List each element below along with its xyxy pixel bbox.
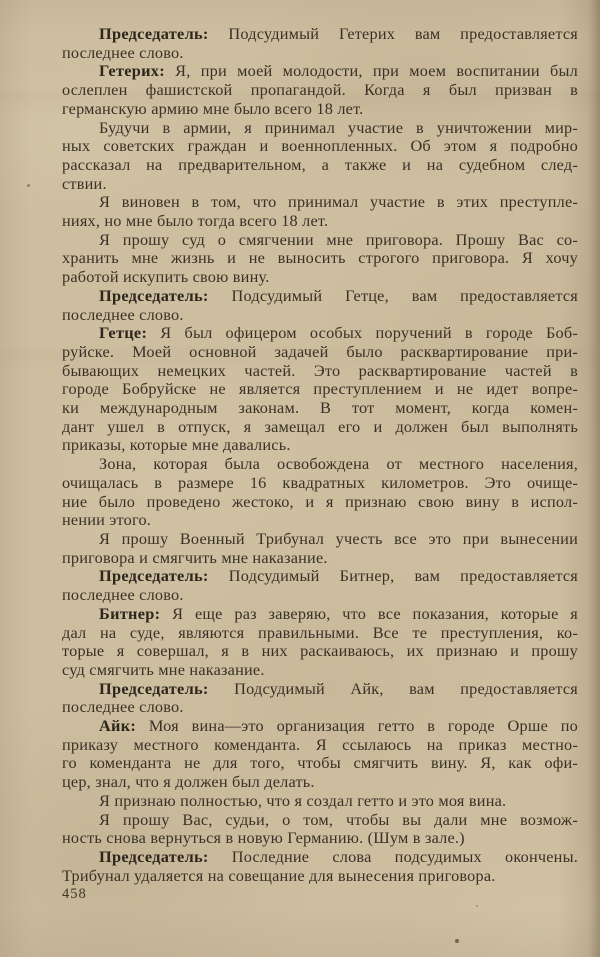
text-line: Зона, которая была освобождена от местного населения, <box>99 454 578 474</box>
paragraph <box>62 119 578 194</box>
speaker-label: Председатель: <box>99 566 209 586</box>
text-line: го коменданта не для того, чтобы смягчить вину. Я, как офи- <box>62 753 578 773</box>
text-line: Председатель: Подсудимый Айк, вам предоставляется <box>99 678 578 698</box>
text-line: дал на суде, являются правильными. Все те преступления, ко- <box>62 622 578 642</box>
paragraph <box>62 567 578 604</box>
text-line: ние было проведено жестоко, и я признаю свою вину в испол- <box>62 491 578 511</box>
text-line: ность снова вернуться в новую Германию. (Шум в зале.) <box>62 828 465 848</box>
text-line: ки международным законам. В тот момент, когда комен- <box>62 398 578 418</box>
text-line: Я прошу Военный Трибунал учесть все это при вынесении <box>99 528 578 548</box>
text-line: приказу местного коменданта. Я ссылаюсь на приказ местно- <box>62 734 578 754</box>
paragraph <box>62 605 578 680</box>
text-line: рассказал на предварительном, а также и на судебном след- <box>62 154 578 174</box>
speaker-label: Гетерих: <box>99 61 165 81</box>
text-line: ослеплен фашистской пропагандой. Когда я был призван в <box>62 80 578 100</box>
text-line: последнее слово. <box>62 42 184 62</box>
paragraph <box>62 530 578 567</box>
paper-speck <box>455 939 459 943</box>
paragraph <box>62 231 578 287</box>
paragraph <box>62 193 578 230</box>
page-number: 458 <box>62 886 87 902</box>
text-line: ных советских граждан и военнопленных. Об этом я подробно <box>62 136 578 156</box>
text-line: Гетце: Я был офицером особых поручений в городе Боб- <box>99 323 578 343</box>
text-line: Я прошу суд о смягчении мне приговора. Прошу Вас со- <box>99 229 578 249</box>
text-block <box>62 25 578 885</box>
paragraph <box>62 717 578 792</box>
text-line: Председатель: Подсудимый Гетце, вам предоставляется <box>99 285 578 305</box>
speaker-label: Председатель: <box>99 846 209 866</box>
text-line: Я прошу Вас, судьи, о том, чтобы вы дали мне возмож- <box>99 809 578 829</box>
text-line: Я виновен в том, что принимал участие в этих преступле- <box>99 192 578 212</box>
text-line: ствии. <box>62 173 107 193</box>
paragraph <box>62 455 578 530</box>
text-line: Битнер: Я еще раз заверяю, что все показания, которые я <box>99 603 578 623</box>
paragraph <box>62 287 578 324</box>
text-line: очищалась в размере 16 квадратных километров. Это очище- <box>62 472 578 492</box>
paragraph <box>62 25 578 62</box>
text-line: Айк: Моя вина—это организация гетто в городе Орше по <box>99 716 578 736</box>
paragraph <box>62 680 578 717</box>
text-line: дант ушел в отпуск, я замещал его и должен был выполнять <box>62 416 578 436</box>
text-line: последнее слово. <box>62 585 184 605</box>
text-line: цер, знал, что я должен был делать. <box>62 772 315 792</box>
text-line: хранить мне жизнь и не выносить строгого приговора. Я хочу <box>62 248 578 268</box>
text-line: Председатель: Подсудимый Гетерих вам предоставляется <box>99 24 578 43</box>
text-line: городе Бобруйске не является преступлением и не идет вопре- <box>62 379 578 399</box>
speaker-label: Председатель: <box>99 285 209 305</box>
paper-speck <box>27 184 30 187</box>
text-line: торые я совершал, я в них раскаиваюсь, их признаю и прошу <box>62 641 578 661</box>
speaker-label: Гетце: <box>99 323 148 343</box>
paragraph <box>62 848 578 885</box>
text-line: Я признаю полностью, что я создал гетто и это моя вина. <box>99 790 507 810</box>
text-line: последнее слово. <box>62 304 184 324</box>
paragraph <box>62 792 578 811</box>
text-line: приговора и смягчить мне наказание. <box>62 547 328 567</box>
text-line: Председатель: Последние слова подсудимых окончены. <box>99 846 578 866</box>
speaker-label: Битнер: <box>99 603 161 623</box>
text-line: руйске. Моей основной задачей было расквартирование при- <box>62 341 578 361</box>
speaker-label: Председатель: <box>99 678 209 698</box>
text-line: последнее слово. <box>62 697 184 717</box>
text-line: Будучи в армии, я принимал участие в уничтожении мир- <box>99 117 578 137</box>
text-line: суд смягчить мне наказание. <box>62 659 265 679</box>
text-line: приказы, которые мне давались. <box>62 435 291 455</box>
text-line: нении этого. <box>62 510 152 530</box>
text-line: Гетерих: Я, при моей молодости, при моем воспитании был <box>99 61 578 81</box>
text-line: работой искупить свою вину. <box>62 267 270 287</box>
paragraph <box>62 62 578 118</box>
text-line: ниях, но мне было тогда всего 18 лет. <box>62 211 329 231</box>
speaker-label: Председатель: <box>99 24 209 43</box>
text-line: германскую армию мне было всего 18 лет. <box>62 98 364 118</box>
text-line: Председатель: Подсудимый Битнер, вам предоставляется <box>99 566 578 586</box>
text-line: бывающих немецких частей. Это расквартирование частей в <box>62 360 578 380</box>
paragraph <box>62 811 578 848</box>
text-line: Трибунал удаляется на совещание для вынесения приговора. <box>62 865 496 885</box>
speaker-label: Айк: <box>99 716 137 736</box>
paragraph <box>62 324 578 455</box>
paper-speck <box>476 905 478 907</box>
